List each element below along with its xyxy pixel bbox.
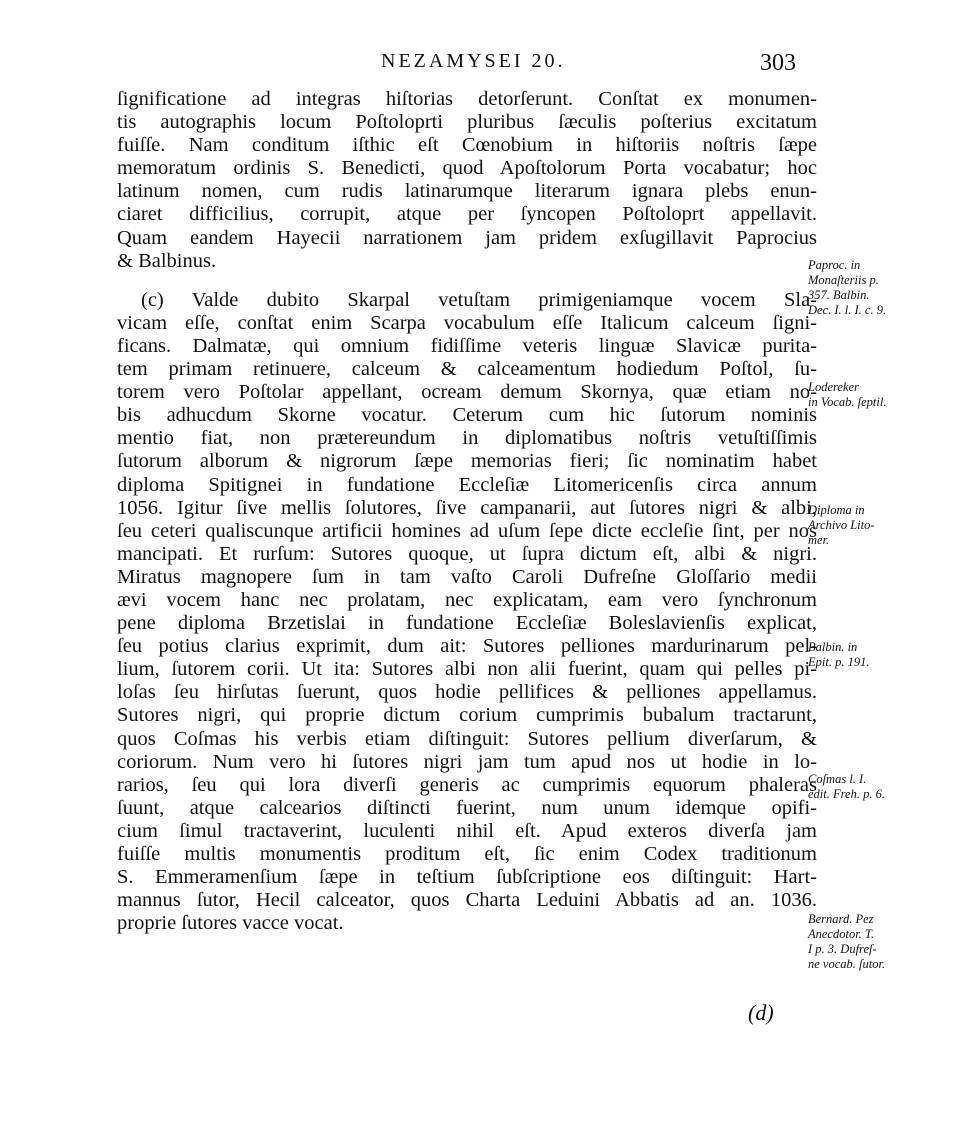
note-line: Coſmas l. I. (808, 772, 867, 786)
margin-note-lodereker (808, 380, 886, 410)
text-line: ſeu ceteri qualiscunque artificii homines ad uſum ſepe dicte eccleſie ſint, per nos (117, 519, 817, 542)
text-line: mancipati. Et rurſum: Sutores quoque, ut ſupra dictum eſt, albi & nigri. (117, 542, 817, 565)
note-line: Dec. I. l. I. c. 9. (808, 303, 887, 317)
footnote-c-start: (c) Valde dubito Skarpal vetuſtam primigeniamque vocem Sla- (141, 288, 817, 311)
text-line: coriorum. Num vero hi ſutores nigri jam tum apud nos ut hodie in lo- (117, 750, 817, 773)
note-line: 357. Balbin. (808, 288, 870, 302)
note-line: Anecdotor. T. (808, 927, 875, 941)
text-line: rarios, ſeu qui lora diverſi generis ac cumprimis equorum phaleras (117, 773, 817, 796)
text-line: ciaret difficilius, corrupit, atque per ſyncopen Poſtoloprt appellavit. (117, 203, 817, 226)
note-line: I p. 3. Dufreſ- (808, 942, 877, 956)
text-line: proprie ſutores vacce vocat. (117, 912, 344, 935)
text-line: Quam eandem Hayecii narrationem jam pridem exſugillavit Paprocius (117, 226, 817, 249)
text-line: quos Coſmas his verbis etiam diſtinguit: Sutores pellium diverſarum, & (117, 727, 817, 750)
page-header (0, 44, 960, 84)
text-line: loſas ſeu hirſutas ſuerunt, quos hodie pellifices & pelliones appellamus. (117, 681, 817, 704)
text-line: mentio fiat, non prætereundum in diplomatibus noſtris vetuſtiſſimis (117, 427, 817, 450)
note-line: Epit. p. 191. (808, 655, 870, 669)
note-line: Diploma in (808, 503, 865, 517)
text-line: torem vero Poſtolar appellant, ocream demum Skornya, quæ etiam no- (117, 381, 817, 404)
text-line: tem primam retinuere, calceum & calceamentum hodiedum Poſtol, ſu- (117, 358, 817, 381)
text-line: S. Emmeramenſium ſæpe in teſtium ſubſcriptione eos diſtinguit: Hart- (117, 866, 817, 889)
catchword: (d) (748, 1000, 774, 1025)
margin-note-paproc (808, 258, 886, 318)
text-line: pene diploma Brzetislai in fundatione Eccleſiæ Boleslavienſis explicat, (117, 612, 817, 635)
text-line: fuiſſe multis monumentis proditum eſt, ſic enim Codex traditionum (117, 843, 817, 865)
text-line: ſeu potius clarius exprimit, dum ait: Sutores pelliones mardurinarum pel- (117, 635, 817, 658)
note-line: Balbin. in (808, 640, 858, 654)
text-line: & Balbinus. (117, 249, 217, 272)
page-number: 303 (760, 50, 796, 76)
text-line: lium, ſutorem corii. Ut ita: Sutores albi non alii fuerint, quam qui pelles pi- (117, 658, 817, 681)
main-text (117, 88, 817, 935)
text-line: ſuunt, atque calcearios diſtincti fuerint, num unum idemque opifi- (117, 796, 817, 819)
note-line: Lodereker (808, 380, 859, 394)
note-line: ne vocab. ſutor. (808, 957, 886, 971)
note-line: Bernard. Pez (808, 912, 874, 926)
text-line: bis adhucdum Skorne vocatur. Ceterum cum hic ſutorum nominis (117, 404, 817, 427)
text-line: 1056. Igitur ſive mellis ſolutores, ſive campanarii, aut ſutores nigri & albi, (117, 496, 817, 519)
text-line: tis autographis locum Poſtoloprti pluribus ſæculis poſterius excitatum (117, 111, 817, 134)
margin-note-balbin (808, 640, 869, 670)
note-line: Paproc. in (808, 258, 861, 272)
margin-note-diploma (808, 503, 875, 548)
note-line: Archivo Lito- (808, 518, 875, 532)
text-line: diploma Spitignei in fundatione Eccleſiæ Litomericenſis circa annum (117, 473, 817, 496)
running-head: NEZAMYSEI 20. (381, 50, 566, 72)
text-line: ævi vocem hanc nec prolatam, nec explicatam, eam vero ſynchronum (117, 588, 817, 611)
note-line: in Vocab. ſeptil. (808, 395, 887, 409)
margin-note-bernard (808, 912, 885, 972)
note-line: mer. (808, 533, 830, 547)
text-line: ſignificatione ad integras hiſtorias detorſerunt. Conſtat ex monumen- (117, 88, 817, 110)
note-line: Monaſteriis p. (808, 273, 879, 287)
text-line: ſutorum alborum & nigrorum ſæpe memorias fieri; ſic nominatim habet (117, 450, 817, 473)
text-line: memoratum ordinis S. Benedicti, quod Apoſtolorum Porta vocabatur; hoc (117, 157, 817, 180)
text-line: ficans. Dalmatæ, qui omnium fidiſſime veteris linguæ Slavicæ purita- (117, 334, 817, 357)
text-line: vicam eſſe, conſtat enim Scarpa vocabulum eſſe Italicum calceum ſigni- (117, 311, 817, 334)
text-line: Miratus magnopere ſum in tam vaſto Caroli Dufreſne Gloſſario medii (117, 565, 817, 588)
note-line: edit. Freh. p. 6. (808, 787, 885, 801)
text-line: mannus ſutor, Hecil calceator, quos Charta Leduini Abbatis ad an. 1036. (117, 889, 817, 912)
text-line: fuiſſe. Nam conditum iſthic eſt Cœnobium in hiſtoriis noſtris ſæpe (117, 134, 817, 157)
text-line: latinum nomen, cum rudis latinarumque literarum ignara plebs enun- (117, 180, 817, 203)
margin-note-cosmas (808, 772, 885, 802)
text-line: cium ſimul tractaverint, luculenti nihil eſt. Apud exteros diverſa jam (117, 819, 817, 842)
text-line: Sutores nigri, qui proprie dictum corium cumprimis bubalum tractarunt, (117, 704, 817, 727)
